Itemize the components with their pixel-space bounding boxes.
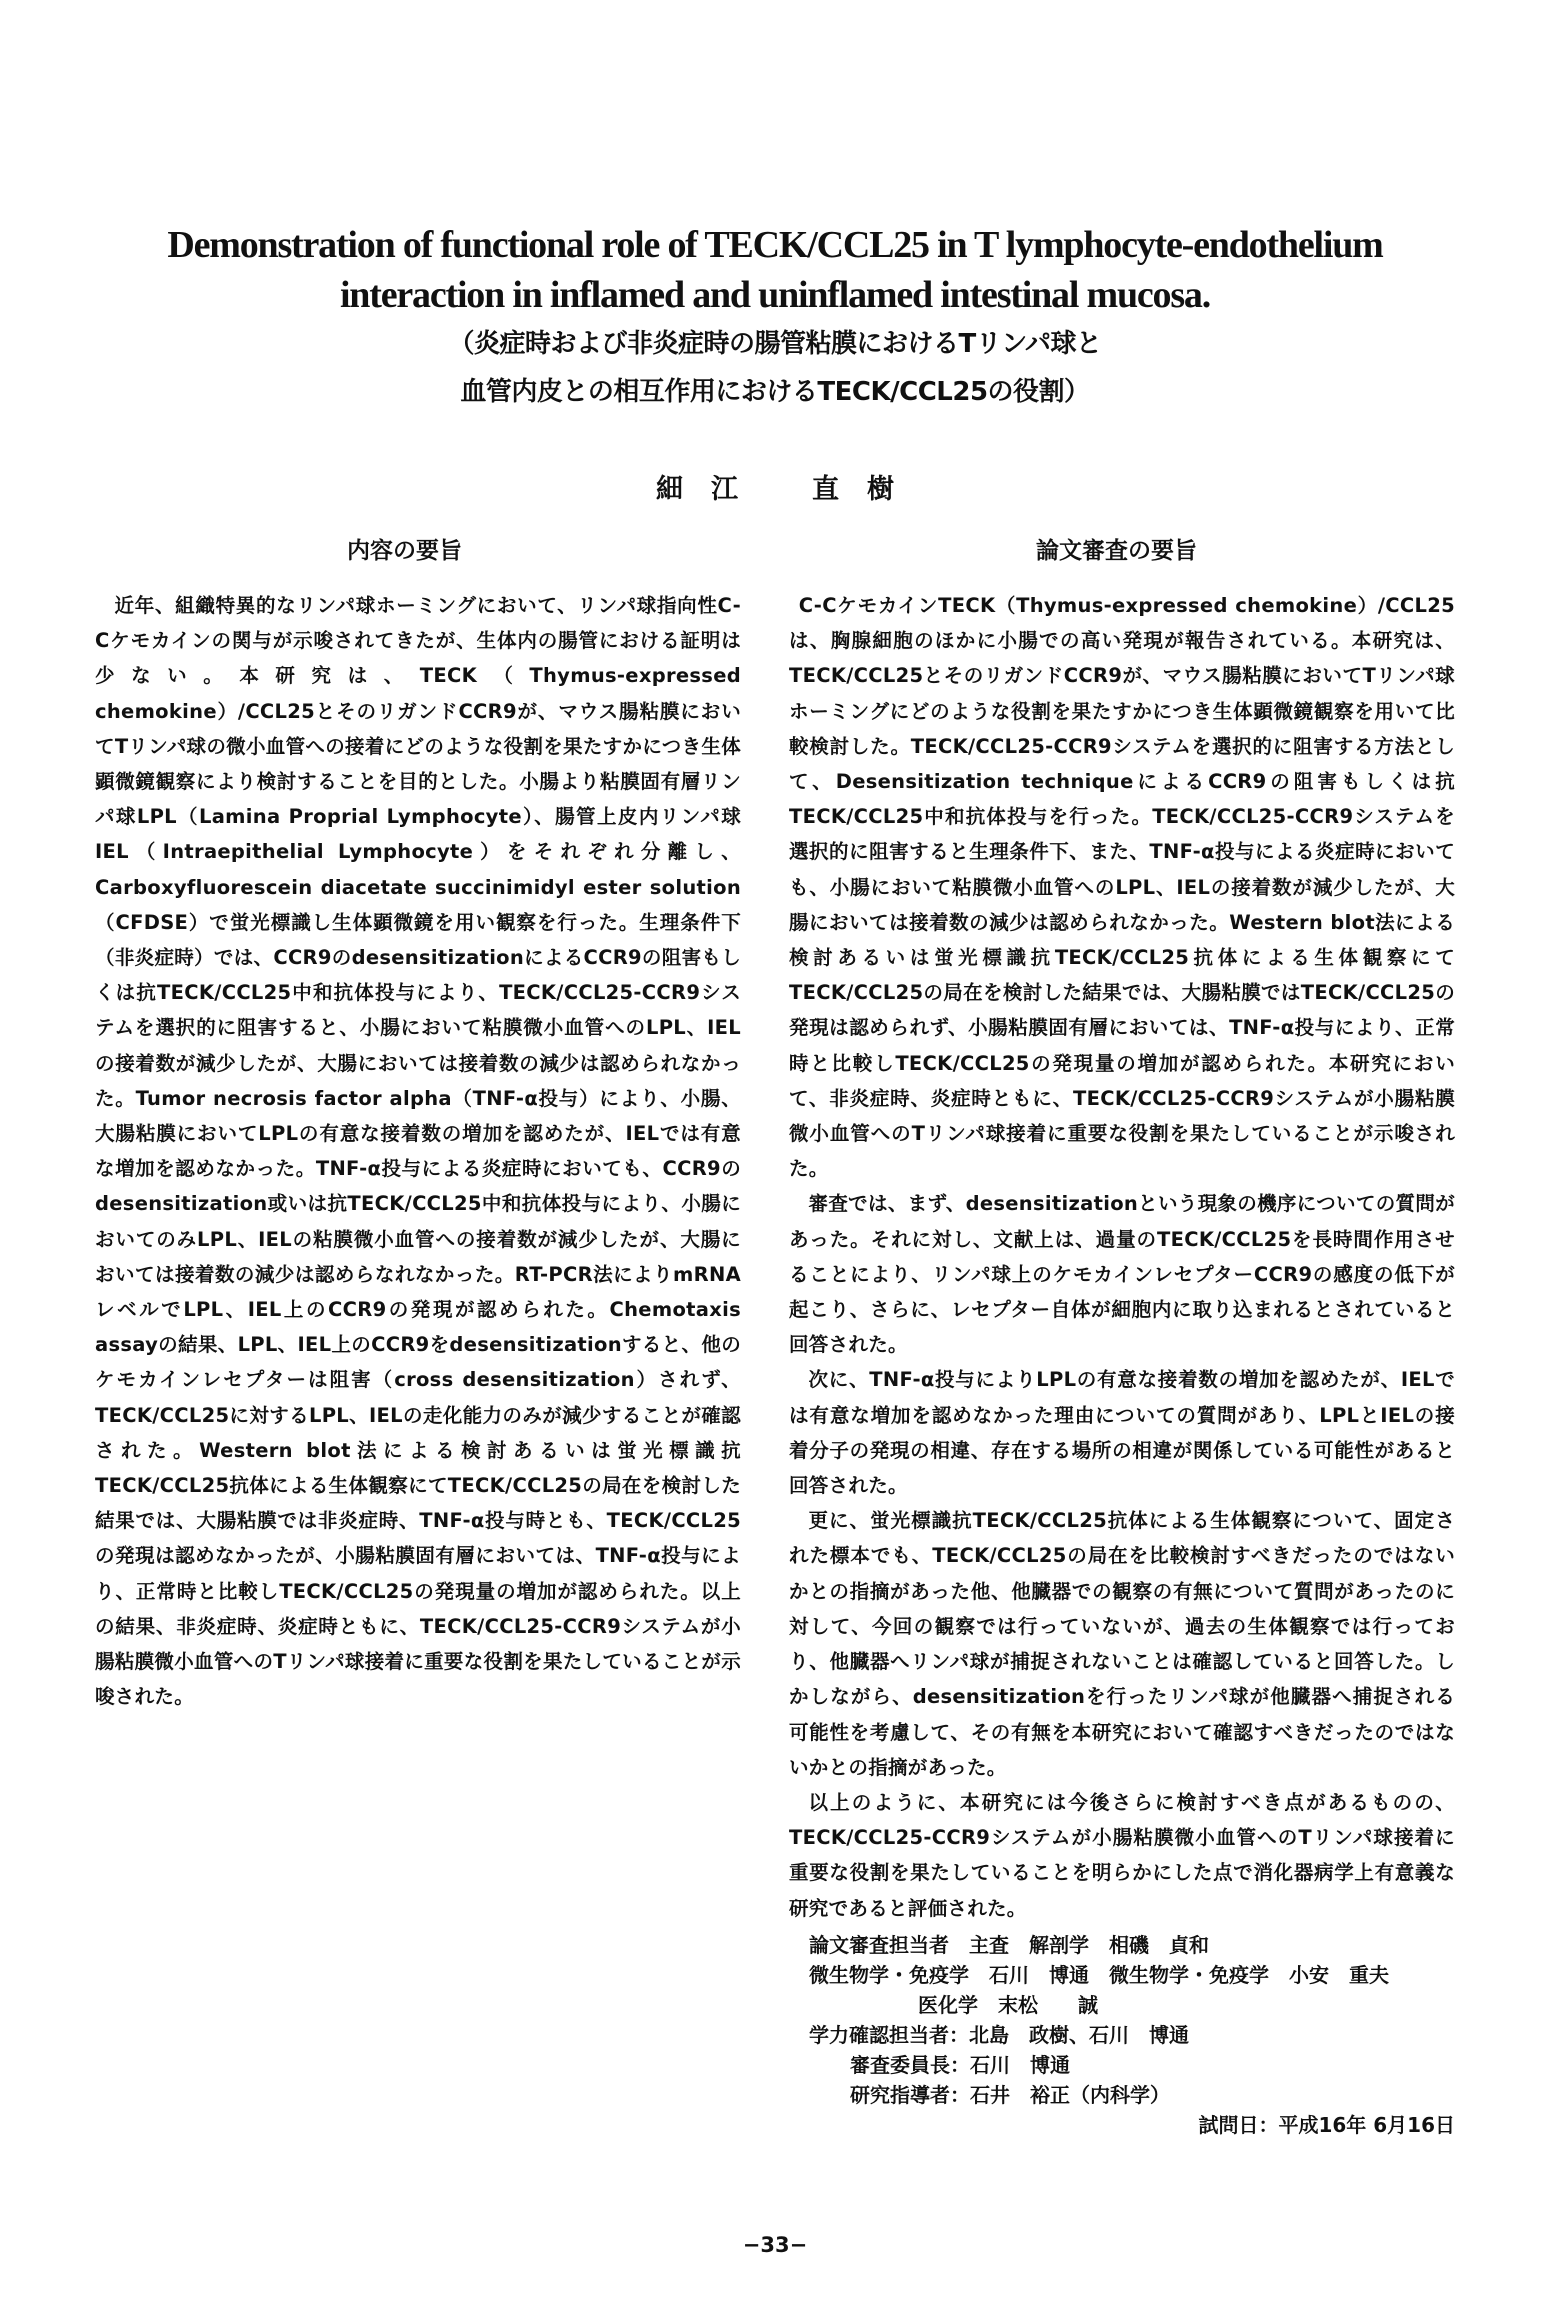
review-paragraph: 以上のように、本研究には今後さらに検討すべき点があるものの、TECK/CCL25-CCR9システムが小腸粘膜微小血管へのTリンパ球接着に重要な役割を果たしていることを明らかにした点で消化器病学上有意義な研究であると評価された。 (789, 1790, 1455, 1920)
author-char: 細 (656, 474, 683, 505)
title-japanese-line-2: 血管内皮との相互作用におけるTECK/CCL25の役割） (460, 377, 1090, 407)
summary-column (95, 588, 741, 1715)
review-paragraph: C-CケモカインTECK（Thymus-expressed chemokine）/CCL25は、胸腺細胞のほかに小腸での高い発現が報告されている。本研究は、TECK/CCL25とそのリガンドCCR9が、マウス腸粘膜においてTリンパ球ホーミングにどのような役割を果たすかにつき生体顕微鏡観察を用いて比較検討した。TECK/CCL25-CCR9システムを選択的に阻害する方法として、Desensitization techniqueによるCCR9の阻害もしくは抗TECK/CCL25中和抗体投与を行った。TECK/CCL25-CCR9システムを選択的に阻害すると生理条件下、また、TNF-α投与による炎症時においても、小腸において粘膜微小血管へのLPL、IELの接着数が減少したが、大腸においては接着数の減少は認められなかった。Western blot法による検討あるいは蛍光標識抗TECK/CCL25抗体による生体観察にてTECK/CCL25の局在を検討した結果では、大腸粘膜ではTECK/CCL25の発現は認められず、小腸粘膜固有層においては、TNF-α投与により、正常時と比較しTECK/CCL25の発現量の増加が認められた。本研究において、非炎症時、炎症時ともに、TECK/CCL25-CCR9システムが小腸粘膜微小血管へのTリンパ球接着に重要な役割を果たしていることが示唆された。 (789, 594, 1455, 1181)
reviewers-line-2: 微生物学・免疫学 石川 博通 微生物学・免疫学 小安 重夫 (809, 1962, 1389, 1987)
reviewers-line: 論文審査担当者 主査 解剖学 相磯 貞和 (809, 1932, 1209, 1957)
reviewers-line-3: 医化学 末松 誠 (918, 1992, 1098, 2017)
review-section (789, 536, 1455, 2140)
title-japanese-line-1: （炎症時および非炎症時の腸管粘膜におけるTリンパ球と (448, 329, 1102, 359)
summary-paragraph: 近年、組織特異的なリンパ球ホーミングにおいて、リンパ球指向性C-Cケモカインの関与が示唆されてきたが、生体内の腸管における証明は少ない。本研究は、TECK（Thymus-expressed chemokine）/CCL25とそのリガンドCCR9が、マウス腸粘膜においてTリンパ球の微小血管への接着にどのような役割を果たすかにつき生体顕微鏡観察により検討することを目的とした。小腸より粘膜固有層リンパ球LPL（Lamina Proprial Lymphocyte）、腸管上皮内リンパ球IEL（Intraepithelial Lymphocyte）をそれぞれ分離し、Carboxyfluorescein diacetate succinimidyl ester solution（CFDSE）で蛍光標識し生体顕微鏡を用い観察を行った。生理条件下（非炎症時）では、CCR9のdesensitizationによるCCR9の阻害もしくは抗TECK/CCL25中和抗体投与により、TECK/CCL25-CCR9システムを選択的に阻害すると、小腸において粘膜微小血管へのLPL、IELの接着数が減少したが、大腸においては接着数の減少は認められなかった。Tumor necrosis factor alpha（TNF-α投与）により、小腸、大腸粘膜においてLPLの有意な接着数の増加を認めたが、IELでは有意な増加を認めなかった。TNF-α投与による炎症時においても、CCR9のdesensitization或いは抗TECK/CCL25中和抗体投与により、小腸においてのみLPL、IELの粘膜微小血管への接着数が減少したが、大腸においては接着数の減少は認めらなれなかった。RT-PCR法によりmRNAレベルでLPL、IEL上のCCR9の発現が認められた。Chemotaxis assayの結果、LPL、IEL上のCCR9をdesensitizationすると、他のケモカインレセプターは阻害（cross desensitization）されず、TECK/CCL25に対するLPL、IELの走化能力のみが減少することが確認された。Western blot法による検討あるいは蛍光標識抗TECK/CCL25抗体による生体観察にてTECK/CCL25の局在を検討した結果では、大腸粘膜では非炎症時、TNF-α投与時とも、TECK/CCL25の発現は認めなかったが、小腸粘膜固有層においては、TNF-α投与により、正常時と比較しTECK/CCL25の発現量の増加が認められた。以上の結果、非炎症時、炎症時ともに、TECK/CCL25-CCR9システムが小腸粘膜微小血管へのTリンパ球接着に重要な役割を果たしていることが示唆された。 (95, 594, 741, 1709)
review-paragraph: 更に、蛍光標識抗TECK/CCL25抗体による生体観察について、固定された標本でも、TECK/CCL25の局在を比較検討すべきだったのではないかとの指摘があった他、他臓器での観察の有無について質問があったのに対して、今回の観察では行っていないが、過去の生体観察では行っており、他臓器へリンパ球が捕捉されないことは確認していると回答した。しかしながら、desensitizationを行ったリンパ球が他臓器へ捕捉される可能性を考慮して、その有無を本研究において確認すべきだったのではないかとの指摘があった。 (789, 1509, 1455, 1779)
author-char: 江 (711, 474, 738, 505)
committee-chair: 審査委員長：石川 博通 (850, 2052, 1070, 2077)
page-number: −33− (742, 2232, 808, 2257)
examiners-line: 学力確認担当者：北島 政樹、石川 博通 (809, 2022, 1189, 2047)
title-english-line-2: interaction in inflamed and uninflamed intestinal mucosa. (339, 274, 1211, 316)
review-column (789, 588, 1455, 1926)
author-char: 直 (812, 474, 839, 505)
summary-heading: 内容の要旨 (347, 538, 462, 564)
title-english-line-1: Demonstration of functional role of TECK/CCL25 in T lymphocyte-endothelium (167, 224, 1383, 266)
exam-date: 試問日：平成16年 6月16日 (1198, 2112, 1455, 2137)
research-supervisor: 研究指導者：石井 裕正（内科学） (850, 2082, 1170, 2107)
review-heading: 論文審査の要旨 (1036, 538, 1197, 564)
author-char: 樹 (867, 474, 894, 505)
author-name (95, 472, 1455, 508)
committee-block (789, 1930, 1455, 2140)
summary-section (95, 536, 741, 1715)
two-column-body (95, 536, 1455, 2140)
review-paragraph: 審査では、まず、desensitizationという現象の機序についての質問があった。それに対し、文献上は、過量のTECK/CCL25を長時間作用させることにより、リンパ球上のケモカインレセプターCCR9の感度の低下が起こり、さらに、レセプター自体が細胞内に取り込まれるとされていると回答された。 (789, 1192, 1455, 1357)
review-paragraph: 次に、TNF-α投与によりLPLの有意な接着数の増加を認めたが、IELでは有意な増加を認めなかった理由についての質問があり、LPLとIELの接着分子の発現の相違、存在する場所の相違が関係している可能性があると回答された。 (789, 1368, 1455, 1498)
